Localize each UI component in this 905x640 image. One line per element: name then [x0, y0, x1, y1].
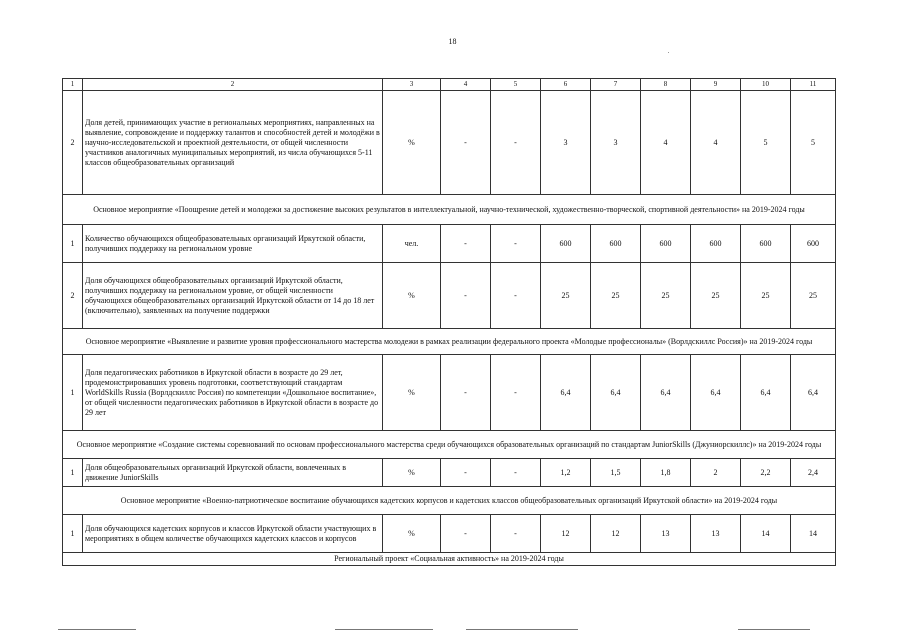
value-cell: 25 [641, 263, 691, 329]
value-cell: 6,4 [641, 355, 691, 431]
value-cell: 12 [541, 515, 591, 553]
section-row [63, 487, 836, 515]
value-cell: - [491, 263, 541, 329]
value-cell: 600 [741, 225, 791, 263]
table-row [63, 459, 836, 487]
unit-cell: % [383, 515, 441, 553]
value-cell: 14 [741, 515, 791, 553]
value-cell: 5 [741, 91, 791, 195]
value-cell: - [441, 225, 491, 263]
section-row [63, 431, 836, 459]
header-cell: 8 [641, 79, 691, 91]
value-cell: 25 [691, 263, 741, 329]
header-cell: 10 [741, 79, 791, 91]
value-cell: 25 [741, 263, 791, 329]
value-cell: 6,4 [791, 355, 836, 431]
value-cell: 6,4 [541, 355, 591, 431]
table-row [63, 225, 836, 263]
row-number: 2 [63, 91, 83, 195]
unit-cell: чел. [383, 225, 441, 263]
value-cell: 2,2 [741, 459, 791, 487]
row-number: 1 [63, 355, 83, 431]
value-cell: - [491, 459, 541, 487]
section-row [63, 553, 836, 566]
indicator-name: Доля детей, принимающих участие в региональных мероприятиях, направленных на выявление, сопровождение и поддержку талантов и способностей детей и молодёжи в научно-исследовательской и проектной деятельности, от общей численности участников аналогичных муниципальных мероприятий, из числа обучающихся 5-11 классов общеобразовательных организаций [83, 91, 383, 195]
scan-line [335, 629, 433, 630]
value-cell: 3 [541, 91, 591, 195]
header-cell: 5 [491, 79, 541, 91]
section-title: Региональный проект «Социальная активность» на 2019-2024 годы [63, 553, 836, 566]
section-title: Основное мероприятие «Военно-патриотическое воспитание обучающихся кадетских корпусов и кадетских классов общеобразовательных организаций Иркутской области» на 2019-2024 годы [63, 487, 836, 515]
row-number: 2 [63, 263, 83, 329]
value-cell: 25 [591, 263, 641, 329]
value-cell: 4 [641, 91, 691, 195]
section-title: Основное мероприятие «Поощрение детей и молодежи за достижение высоких результатов в интеллектуальной, научно-технической, художественно-творческой, спортивной деятельности» на 2019-2024 годы [63, 195, 836, 225]
row-number: 1 [63, 459, 83, 487]
value-cell: - [491, 91, 541, 195]
table-row [63, 91, 836, 195]
scan-line [466, 629, 578, 630]
table-header-row [63, 79, 836, 91]
value-cell: - [441, 355, 491, 431]
scan-line [58, 629, 136, 630]
value-cell: 12 [591, 515, 641, 553]
header-cell: 2 [83, 79, 383, 91]
value-cell: - [491, 355, 541, 431]
value-cell: 2 [691, 459, 741, 487]
section-title: Основное мероприятие «Создание системы соревнований по основам профессионального мастерства среди обучающихся образовательных организаций по стандартам JuniorSkills (Джуниорскиллс)» на 2019-2024 годы [63, 431, 836, 459]
value-cell: 600 [691, 225, 741, 263]
value-cell: 4 [691, 91, 741, 195]
value-cell: 1,8 [641, 459, 691, 487]
value-cell: 6,4 [741, 355, 791, 431]
scan-line [738, 629, 810, 630]
value-cell: 600 [791, 225, 836, 263]
value-cell: - [441, 91, 491, 195]
value-cell: 13 [641, 515, 691, 553]
header-cell: 6 [541, 79, 591, 91]
row-number: 1 [63, 515, 83, 553]
value-cell: 25 [791, 263, 836, 329]
section-row [63, 195, 836, 225]
unit-cell: % [383, 355, 441, 431]
value-cell: - [491, 515, 541, 553]
section-title: Основное мероприятие «Выявление и развитие уровня профессионального мастерства молодежи в рамках реализации федерального проекта «Молодые профессионалы» (Ворлдскиллс Россия)» на 2019-2024 годы [63, 329, 836, 355]
value-cell: 14 [791, 515, 836, 553]
value-cell: 600 [641, 225, 691, 263]
header-cell: 9 [691, 79, 741, 91]
value-cell: 5 [791, 91, 836, 195]
unit-cell: % [383, 91, 441, 195]
table-row [63, 355, 836, 431]
value-cell: - [441, 459, 491, 487]
header-cell: 1 [63, 79, 83, 91]
scan-speck [668, 52, 669, 53]
table-row [63, 515, 836, 553]
value-cell: - [441, 515, 491, 553]
indicator-name: Доля общеобразовательных организаций Иркутской области, вовлеченных в движение JuniorSkills [83, 459, 383, 487]
table-row [63, 263, 836, 329]
value-cell: 600 [591, 225, 641, 263]
unit-cell: % [383, 459, 441, 487]
value-cell: 2,4 [791, 459, 836, 487]
header-cell: 7 [591, 79, 641, 91]
header-cell: 4 [441, 79, 491, 91]
value-cell: - [491, 225, 541, 263]
indicator-name: Количество обучающихся общеобразовательных организаций Иркутской области, получивших поддержку на региональном уровне [83, 225, 383, 263]
indicator-table [62, 78, 836, 566]
value-cell: 25 [541, 263, 591, 329]
section-row [63, 329, 836, 355]
indicator-name: Доля педагогических работников в Иркутской области в возрасте до 29 лет, продемонстрировавших уровень подготовки, соответствующий стандартам WorldSkills Russia (Ворлдскиллс Россия) по компетенции «Дошкольное воспитание», от общей численности педагогических работников в Иркутской области в возрасте до 29 лет [83, 355, 383, 431]
indicator-name: Доля обучающихся общеобразовательных организаций Иркутской области, получивших поддержку на региональном уровне, от общей численности обучающихся общеобразовательных организаций Иркутской области от 14 до 18 лет (включительно), заявленных на получение поддержки [83, 263, 383, 329]
value-cell: 600 [541, 225, 591, 263]
page-number: 18 [448, 37, 457, 46]
value-cell: - [441, 263, 491, 329]
value-cell: 1,5 [591, 459, 641, 487]
value-cell: 13 [691, 515, 741, 553]
value-cell: 6,4 [591, 355, 641, 431]
header-cell: 3 [383, 79, 441, 91]
indicator-name: Доля обучающихся кадетских корпусов и классов Иркутской области участвующих в мероприятиях в общем количестве обучающихся кадетских классов и корпусов [83, 515, 383, 553]
value-cell: 1,2 [541, 459, 591, 487]
value-cell: 6,4 [691, 355, 741, 431]
header-cell: 11 [791, 79, 836, 91]
value-cell: 3 [591, 91, 641, 195]
row-number: 1 [63, 225, 83, 263]
unit-cell: % [383, 263, 441, 329]
